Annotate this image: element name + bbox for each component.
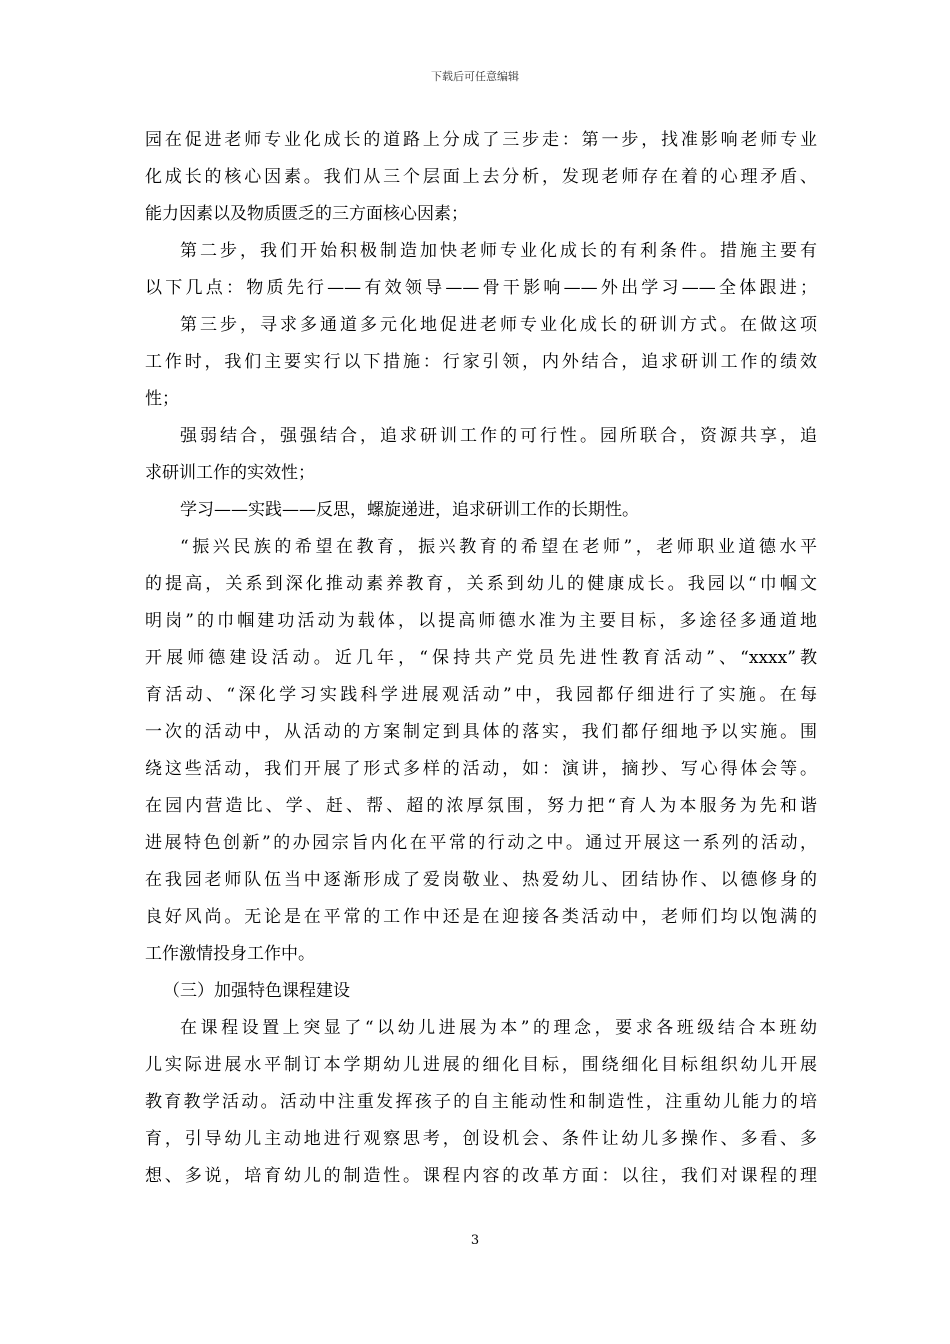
text-line: 在课程设置上突显了“以幼儿进展为本”的理念，要求各班级结合本班幼 (180, 1018, 817, 1038)
text-line: 的提高，关系到深化推动素养教育，关系到幼儿的健康成长。我园以“巾帼文 (145, 574, 817, 594)
text-line: 能力因素以及物质匮乏的三方面核心因素； (145, 204, 468, 224)
text-line: 教育教学活动。活动中注重发挥孩子的自主能动性和制造性，注重幼儿能力的培 (145, 1092, 817, 1112)
text-line: 绕这些活动，我们开展了形式多样的活动，如：演讲，摘抄、写心得体会等。 (145, 759, 817, 779)
text-line: 以下几点：物质先行——有效领导——骨干影响——外出学习——全体跟进； (145, 278, 817, 298)
text-line: 在我园老师队伍当中逐渐形成了爱岗敬业、热爱幼儿、团结协作、以德修身的 (145, 870, 817, 890)
text-line: 园在促进老师专业化成长的道路上分成了三步走：第一步，找准影响老师专业 (145, 130, 817, 150)
text-line: 进展特色创新”的办园宗旨内化在平常的行动之中。通过开展这一系列的活动， (145, 833, 817, 853)
text-line: 在园内营造比、学、赶、帮、超的浓厚氛围，努力把“育人为本服务为先和谐 (145, 796, 817, 816)
document-body (145, 122, 817, 1195)
text-line: 第二步，我们开始积极制造加快老师专业化成长的有利条件。措施主要有 (180, 241, 817, 261)
text-line: 育，引导幼儿主动地进行观察思考，创设机会、条件让幼儿多操作、多看、多 (145, 1129, 817, 1149)
text-line: 第三步，寻求多通道多元化地促进老师专业化成长的研训方式。在做这项 (180, 315, 817, 335)
text-line: 工作时，我们主要实行以下措施：行家引领，内外结合，追求研训工作的绩效 (145, 352, 817, 372)
text-line: 明岗”的巾帼建功活动为载体，以提高师德水准为主要目标，多途径多通道地 (145, 611, 817, 631)
text-line: 开展师德建设活动。近几年，“保持共产党员先进性教育活动”、“xxxx”教 (145, 648, 817, 668)
text-line: 求研训工作的实效性； (145, 463, 315, 483)
page-number: 3 (470, 1233, 480, 1248)
text-line: 强弱结合，强强结合，追求研训工作的可行性。园所联合，资源共享，追 (180, 426, 817, 446)
text-line: 工作激情投身工作中。 (145, 944, 315, 964)
page-header: 下载后可任意编辑 (431, 70, 519, 83)
text-line: 性； (145, 389, 179, 409)
text-line: 育活动、“深化学习实践科学进展观活动”中，我园都仔细进行了实施。在每 (145, 685, 817, 705)
text-line: 一次的活动中，从活动的方案制定到具体的落实，我们都仔细地予以实施。围 (145, 722, 817, 742)
text-line: 儿实际进展水平制订本学期幼儿进展的细化目标，围绕细化目标组织幼儿开展 (145, 1055, 817, 1075)
text-line: 化成长的核心因素。我们从三个层面上去分析，发现老师存在着的心理矛盾、 (145, 167, 817, 187)
text-line: 学习——实践——反思，螺旋递进，追求研训工作的长期性。 (180, 500, 639, 520)
text-line: 良好风尚。无论是在平常的工作中还是在迎接各类活动中，老师们均以饱满的 (145, 907, 817, 927)
text-line: “振兴民族的希望在教育，振兴教育的希望在老师”，老师职业道德水平 (180, 537, 817, 557)
section-heading: （三）加强特色课程建设 (163, 981, 350, 1001)
text-line: 想、多说，培育幼儿的制造性。课程内容的改革方面：以往，我们对课程的理 (145, 1166, 817, 1186)
